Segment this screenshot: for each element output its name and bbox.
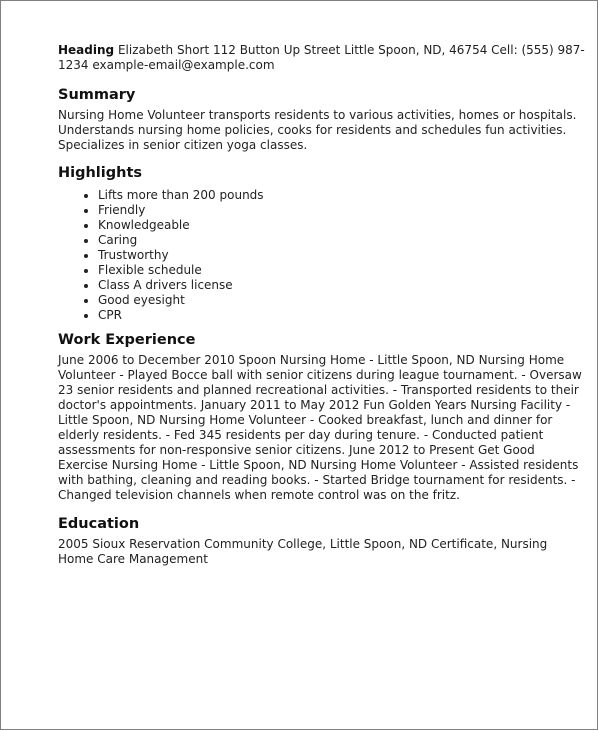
resume-content [58,43,586,567]
work-experience-body: June 2006 to December 2010 Spoon Nursing Home - Little Spoon, ND Nursing Home Volunteer - Played Bocce ball with senior citizens during league tournament. - Oversaw 23 senior residents and planned recreational activities. - Transported residents to their doctor's appointments. January 2011 to May 2012 Fun Golden Years Nursing Facility - Little Spoon, ND Nursing Home Volunteer - Cooked breakfast, lunch and dinner for elderly residents. - Fed 345 residents per day during tenure. - Conducted patient assessments for non-responsive senior citizens. June 2012 to Present Get Good Exercise Nursing Home - Little Spoon, ND Nursing Home Volunteer - Assisted residents with bathing, cleaning and reading books. - Started Bridge tournament for residents. - Changed television channels when remote control was on the fritz. [58,353,582,502]
highlight-item: • Trustworthy [98,248,586,263]
heading-line [58,43,586,73]
summary-body: Nursing Home Volunteer transports residents to various activities, homes or hospitals. Understands nursing home policies, cooks for residents and schedules fun activities. Specializes in senior citizen yoga classes. [58,108,577,152]
highlight-item: • CPR [98,308,586,323]
highlight-item: • Flexible schedule [98,263,586,278]
highlight-item: • Class A drivers license [98,278,586,293]
highlights-title: Highlights [58,165,143,181]
summary-section [58,86,586,153]
highlight-item: • Lifts more than 200 pounds [98,188,586,203]
highlight-item: • Caring [98,233,586,248]
work-experience-section [58,331,586,503]
work-experience-title: Work Experience [58,332,196,348]
summary-title: Summary [58,87,136,103]
education-title: Education [58,516,140,532]
highlight-item: • Friendly [98,203,586,218]
heading-label: Heading [58,43,115,57]
highlights-section [58,164,586,323]
highlights-list [58,188,586,323]
highlight-item: • Good eyesight [98,293,586,308]
contact-info: Elizabeth Short 112 Button Up Street Little Spoon, ND, 46754 Cell: (555) 987-1234 example-email@example.com [58,43,585,72]
education-body: 2005 Sioux Reservation Community College, Little Spoon, ND Certificate, Nursing Home Care Management [58,537,548,566]
education-section [58,515,586,567]
highlight-item: • Knowledgeable [98,218,586,233]
